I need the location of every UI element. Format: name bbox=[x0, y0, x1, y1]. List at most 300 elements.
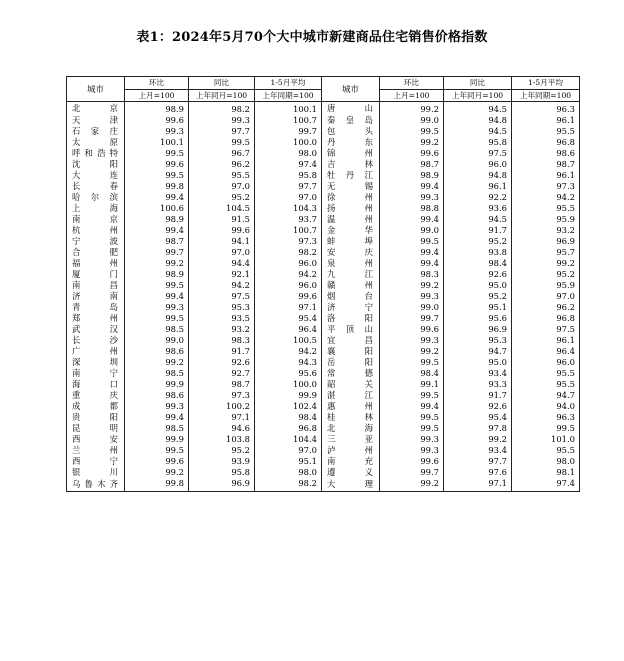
yoy-cell: 99.6 bbox=[189, 225, 255, 236]
yoy-cell: 91.5 bbox=[189, 214, 255, 225]
ytd-cell: 102.4 bbox=[255, 401, 322, 412]
header-yoy: 同比 bbox=[189, 77, 255, 90]
ytd-cell: 97.4 bbox=[255, 159, 322, 170]
table-row bbox=[67, 434, 580, 445]
yoy-cell: 95.0 bbox=[444, 280, 512, 291]
ytd-cell: 100.5 bbox=[255, 335, 322, 346]
ytd-cell: 94.2 bbox=[255, 269, 322, 280]
mom-cell: 99.8 bbox=[125, 478, 189, 492]
yoy-cell: 100.2 bbox=[189, 401, 255, 412]
table-row bbox=[67, 192, 580, 203]
header-yoy-base: 上年同月=100 bbox=[444, 89, 512, 102]
ytd-cell: 99.9 bbox=[255, 390, 322, 401]
header-mom: 环比 bbox=[380, 77, 444, 90]
city-cell: 北 京 bbox=[67, 102, 125, 116]
ytd-cell: 93.2 bbox=[512, 225, 580, 236]
ytd-cell: 98.2 bbox=[255, 478, 322, 492]
yoy-cell: 97.0 bbox=[189, 181, 255, 192]
ytd-cell: 98.6 bbox=[512, 148, 580, 159]
yoy-cell: 96.9 bbox=[444, 324, 512, 335]
yoy-cell: 92.7 bbox=[189, 368, 255, 379]
table-row bbox=[67, 401, 580, 412]
mom-cell: 99.0 bbox=[380, 302, 444, 313]
table-row bbox=[67, 445, 580, 456]
ytd-cell: 99.7 bbox=[255, 126, 322, 137]
table-row bbox=[67, 357, 580, 368]
mom-cell: 99.3 bbox=[125, 401, 189, 412]
yoy-cell: 95.1 bbox=[444, 302, 512, 313]
yoy-cell: 94.6 bbox=[189, 423, 255, 434]
city-cell: 无 锡 bbox=[322, 181, 380, 192]
ytd-cell: 95.5 bbox=[512, 379, 580, 390]
mom-cell: 99.6 bbox=[125, 456, 189, 467]
yoy-cell: 94.4 bbox=[189, 258, 255, 269]
table-row bbox=[67, 159, 580, 170]
mom-cell: 99.1 bbox=[380, 379, 444, 390]
mom-cell: 98.7 bbox=[125, 236, 189, 247]
city-cell: 南 京 bbox=[67, 214, 125, 225]
mom-cell: 99.6 bbox=[380, 456, 444, 467]
ytd-cell: 96.9 bbox=[512, 236, 580, 247]
ytd-cell: 96.1 bbox=[512, 115, 580, 126]
yoy-cell: 98.4 bbox=[444, 258, 512, 269]
table-row bbox=[67, 313, 580, 324]
mom-cell: 99.8 bbox=[125, 181, 189, 192]
ytd-cell: 99.5 bbox=[512, 423, 580, 434]
mom-cell: 99.5 bbox=[125, 313, 189, 324]
city-cell: 长 沙 bbox=[67, 335, 125, 346]
header-yoy-base: 上年同月=100 bbox=[189, 89, 255, 102]
city-cell: 银 川 bbox=[67, 467, 125, 478]
mom-cell: 99.5 bbox=[125, 445, 189, 456]
table-row bbox=[67, 126, 580, 137]
city-cell: 包 头 bbox=[322, 126, 380, 137]
city-cell: 武 汉 bbox=[67, 324, 125, 335]
ytd-cell: 96.4 bbox=[512, 346, 580, 357]
yoy-cell: 95.0 bbox=[444, 357, 512, 368]
city-cell: 天 津 bbox=[67, 115, 125, 126]
city-cell: 常 德 bbox=[322, 368, 380, 379]
mom-cell: 99.4 bbox=[125, 412, 189, 423]
mom-cell: 99.3 bbox=[125, 302, 189, 313]
ytd-cell: 99.2 bbox=[512, 258, 580, 269]
mom-cell: 99.2 bbox=[380, 137, 444, 148]
mom-cell: 98.8 bbox=[380, 203, 444, 214]
table-row bbox=[67, 115, 580, 126]
header-ytd: 1-5月平均 bbox=[512, 77, 580, 90]
city-cell: 惠 州 bbox=[322, 401, 380, 412]
city-cell: 广 州 bbox=[67, 346, 125, 357]
mom-cell: 99.9 bbox=[125, 379, 189, 390]
table-row bbox=[67, 137, 580, 148]
yoy-cell: 91.7 bbox=[189, 346, 255, 357]
city-cell: 太 原 bbox=[67, 137, 125, 148]
city-cell: 沈 阳 bbox=[67, 159, 125, 170]
mom-cell: 99.7 bbox=[380, 313, 444, 324]
mom-cell: 99.4 bbox=[125, 192, 189, 203]
ytd-cell: 94.2 bbox=[512, 192, 580, 203]
table-row bbox=[67, 203, 580, 214]
mom-cell: 99.2 bbox=[125, 258, 189, 269]
yoy-cell: 97.0 bbox=[189, 247, 255, 258]
mom-cell: 99.4 bbox=[380, 401, 444, 412]
ytd-cell: 94.7 bbox=[512, 390, 580, 401]
mom-cell: 98.9 bbox=[125, 214, 189, 225]
ytd-cell: 95.6 bbox=[255, 368, 322, 379]
ytd-cell: 96.2 bbox=[512, 302, 580, 313]
yoy-cell: 94.8 bbox=[444, 115, 512, 126]
yoy-cell: 92.6 bbox=[444, 269, 512, 280]
ytd-cell: 94.2 bbox=[255, 346, 322, 357]
mom-cell: 98.5 bbox=[125, 368, 189, 379]
city-cell: 锦 州 bbox=[322, 148, 380, 159]
table-row bbox=[67, 269, 580, 280]
table-row bbox=[67, 478, 580, 492]
ytd-cell: 96.1 bbox=[512, 170, 580, 181]
city-cell: 昆 明 bbox=[67, 423, 125, 434]
yoy-cell: 96.2 bbox=[189, 159, 255, 170]
mom-cell: 99.4 bbox=[380, 247, 444, 258]
mom-cell: 99.5 bbox=[380, 236, 444, 247]
yoy-cell: 95.2 bbox=[189, 192, 255, 203]
table-row bbox=[67, 102, 580, 116]
city-cell: 金 华 bbox=[322, 225, 380, 236]
city-cell: 扬 州 bbox=[322, 203, 380, 214]
city-cell: 岳 阳 bbox=[322, 357, 380, 368]
yoy-cell: 92.2 bbox=[444, 192, 512, 203]
ytd-cell: 97.0 bbox=[512, 291, 580, 302]
city-cell: 成 都 bbox=[67, 401, 125, 412]
city-cell: 唐 山 bbox=[322, 102, 380, 116]
yoy-cell: 97.3 bbox=[189, 390, 255, 401]
ytd-cell: 97.3 bbox=[255, 236, 322, 247]
city-cell: 济 宁 bbox=[322, 302, 380, 313]
yoy-cell: 93.2 bbox=[189, 324, 255, 335]
ytd-cell: 94.3 bbox=[255, 357, 322, 368]
ytd-cell: 95.9 bbox=[512, 214, 580, 225]
yoy-cell: 96.7 bbox=[189, 148, 255, 159]
yoy-cell: 103.8 bbox=[189, 434, 255, 445]
city-cell: 青 岛 bbox=[67, 302, 125, 313]
city-cell: 济 南 bbox=[67, 291, 125, 302]
mom-cell: 99.5 bbox=[380, 423, 444, 434]
city-cell: 大 连 bbox=[67, 170, 125, 181]
yoy-cell: 95.5 bbox=[189, 170, 255, 181]
ytd-cell: 97.0 bbox=[255, 192, 322, 203]
ytd-cell: 95.7 bbox=[512, 247, 580, 258]
table-row bbox=[67, 247, 580, 258]
yoy-cell: 97.6 bbox=[444, 467, 512, 478]
city-cell: 北 海 bbox=[322, 423, 380, 434]
mom-cell: 98.9 bbox=[125, 269, 189, 280]
mom-cell: 99.2 bbox=[380, 102, 444, 116]
page-title: 表1：2024年5月70个大中城市新建商品住宅销售价格指数 bbox=[136, 30, 488, 45]
yoy-cell: 99.2 bbox=[444, 434, 512, 445]
yoy-cell: 98.2 bbox=[189, 102, 255, 116]
yoy-cell: 94.5 bbox=[444, 126, 512, 137]
mom-cell: 99.4 bbox=[380, 258, 444, 269]
mom-cell: 98.5 bbox=[125, 423, 189, 434]
city-cell: 泸 州 bbox=[322, 445, 380, 456]
yoy-cell: 97.8 bbox=[444, 423, 512, 434]
yoy-cell: 95.3 bbox=[444, 335, 512, 346]
city-cell: 杭 州 bbox=[67, 225, 125, 236]
mom-cell: 99.2 bbox=[380, 346, 444, 357]
yoy-cell: 95.2 bbox=[444, 291, 512, 302]
ytd-cell: 99.6 bbox=[255, 291, 322, 302]
yoy-cell: 97.1 bbox=[444, 478, 512, 492]
ytd-cell: 98.0 bbox=[255, 148, 322, 159]
ytd-cell: 95.5 bbox=[512, 203, 580, 214]
ytd-cell: 95.5 bbox=[512, 368, 580, 379]
city-cell: 西 宁 bbox=[67, 456, 125, 467]
yoy-cell: 96.1 bbox=[444, 181, 512, 192]
ytd-cell: 96.0 bbox=[255, 258, 322, 269]
ytd-cell: 96.8 bbox=[512, 137, 580, 148]
city-cell: 桂 林 bbox=[322, 412, 380, 423]
city-cell: 西 安 bbox=[67, 434, 125, 445]
table-row bbox=[67, 170, 580, 181]
table-header bbox=[67, 77, 580, 102]
city-cell: 合 肥 bbox=[67, 247, 125, 258]
ytd-cell: 96.8 bbox=[255, 423, 322, 434]
mom-cell: 98.6 bbox=[125, 346, 189, 357]
yoy-cell: 92.6 bbox=[444, 401, 512, 412]
header-city: 城市 bbox=[67, 77, 125, 102]
city-cell: 丹 东 bbox=[322, 137, 380, 148]
city-cell: 湛 江 bbox=[322, 390, 380, 401]
mom-cell: 99.7 bbox=[125, 247, 189, 258]
mom-cell: 99.2 bbox=[380, 280, 444, 291]
yoy-cell: 93.4 bbox=[444, 368, 512, 379]
ytd-cell: 100.7 bbox=[255, 225, 322, 236]
ytd-cell: 95.5 bbox=[512, 126, 580, 137]
yoy-cell: 95.2 bbox=[444, 236, 512, 247]
ytd-cell: 97.3 bbox=[512, 181, 580, 192]
city-cell: 遵 义 bbox=[322, 467, 380, 478]
yoy-cell: 91.7 bbox=[444, 225, 512, 236]
table-row bbox=[67, 423, 580, 434]
ytd-cell: 96.1 bbox=[512, 335, 580, 346]
city-cell: 烟 台 bbox=[322, 291, 380, 302]
mom-cell: 99.3 bbox=[380, 434, 444, 445]
yoy-cell: 95.8 bbox=[189, 467, 255, 478]
ytd-cell: 95.8 bbox=[255, 170, 322, 181]
mom-cell: 99.4 bbox=[125, 225, 189, 236]
mom-cell: 99.6 bbox=[380, 148, 444, 159]
ytd-cell: 100.0 bbox=[255, 137, 322, 148]
mom-cell: 99.2 bbox=[125, 357, 189, 368]
mom-cell: 98.9 bbox=[380, 170, 444, 181]
ytd-cell: 97.0 bbox=[255, 445, 322, 456]
mom-cell: 99.5 bbox=[125, 170, 189, 181]
city-cell: 上 海 bbox=[67, 203, 125, 214]
mom-cell: 99.0 bbox=[125, 335, 189, 346]
city-cell: 贵 阳 bbox=[67, 412, 125, 423]
ytd-cell: 95.4 bbox=[255, 313, 322, 324]
ytd-cell: 100.7 bbox=[255, 115, 322, 126]
mom-cell: 99.2 bbox=[380, 478, 444, 492]
city-cell: 秦皇岛 bbox=[322, 115, 380, 126]
table-row bbox=[67, 291, 580, 302]
yoy-cell: 97.1 bbox=[189, 412, 255, 423]
mom-cell: 99.3 bbox=[380, 192, 444, 203]
yoy-cell: 94.2 bbox=[189, 280, 255, 291]
yoy-cell: 93.6 bbox=[444, 203, 512, 214]
city-cell: 石家庄 bbox=[67, 126, 125, 137]
mom-cell: 99.3 bbox=[380, 335, 444, 346]
yoy-cell: 94.7 bbox=[444, 346, 512, 357]
city-cell: 深 圳 bbox=[67, 357, 125, 368]
yoy-cell: 97.7 bbox=[189, 126, 255, 137]
mom-cell: 99.2 bbox=[125, 467, 189, 478]
city-cell: 福 州 bbox=[67, 258, 125, 269]
ytd-cell: 97.1 bbox=[255, 302, 322, 313]
header-mom-base: 上月=100 bbox=[380, 89, 444, 102]
yoy-cell: 94.8 bbox=[444, 170, 512, 181]
mom-cell: 99.4 bbox=[125, 291, 189, 302]
ytd-cell: 98.0 bbox=[255, 467, 322, 478]
ytd-cell: 94.0 bbox=[512, 401, 580, 412]
mom-cell: 98.7 bbox=[380, 159, 444, 170]
ytd-cell: 96.0 bbox=[512, 357, 580, 368]
city-cell: 呼和浩特 bbox=[67, 148, 125, 159]
city-cell: 蚌 埠 bbox=[322, 236, 380, 247]
price-index-table bbox=[66, 76, 580, 492]
mom-cell: 99.7 bbox=[380, 467, 444, 478]
yoy-cell: 94.5 bbox=[444, 102, 512, 116]
mom-cell: 100.6 bbox=[125, 203, 189, 214]
city-cell: 南 充 bbox=[322, 456, 380, 467]
yoy-cell: 95.3 bbox=[189, 302, 255, 313]
yoy-cell: 97.7 bbox=[444, 456, 512, 467]
ytd-cell: 93.7 bbox=[255, 214, 322, 225]
yoy-cell: 93.4 bbox=[444, 445, 512, 456]
city-cell: 厦 门 bbox=[67, 269, 125, 280]
mom-cell: 99.4 bbox=[380, 181, 444, 192]
city-cell: 牡丹江 bbox=[322, 170, 380, 181]
table-row bbox=[67, 302, 580, 313]
mom-cell: 99.5 bbox=[380, 390, 444, 401]
yoy-cell: 96.0 bbox=[444, 159, 512, 170]
mom-cell: 99.5 bbox=[380, 357, 444, 368]
yoy-cell: 92.6 bbox=[189, 357, 255, 368]
city-cell: 洛 阳 bbox=[322, 313, 380, 324]
yoy-cell: 91.7 bbox=[444, 390, 512, 401]
city-cell: 长 春 bbox=[67, 181, 125, 192]
mom-cell: 99.3 bbox=[125, 126, 189, 137]
yoy-cell: 93.5 bbox=[189, 313, 255, 324]
city-cell: 南 宁 bbox=[67, 368, 125, 379]
mom-cell: 98.4 bbox=[380, 368, 444, 379]
city-cell: 徐 州 bbox=[322, 192, 380, 203]
mom-cell: 99.6 bbox=[125, 115, 189, 126]
city-cell: 大 理 bbox=[322, 478, 380, 492]
city-cell: 宜 昌 bbox=[322, 335, 380, 346]
table-row bbox=[67, 225, 580, 236]
mom-cell: 99.6 bbox=[380, 324, 444, 335]
table-row bbox=[67, 236, 580, 247]
ytd-cell: 100.0 bbox=[255, 379, 322, 390]
city-cell: 襄 阳 bbox=[322, 346, 380, 357]
mom-cell: 99.5 bbox=[125, 148, 189, 159]
ytd-cell: 97.7 bbox=[255, 181, 322, 192]
table-row bbox=[67, 390, 580, 401]
table-row bbox=[67, 456, 580, 467]
yoy-cell: 94.1 bbox=[189, 236, 255, 247]
city-cell: 九 江 bbox=[322, 269, 380, 280]
ytd-cell: 95.1 bbox=[255, 456, 322, 467]
yoy-cell: 96.9 bbox=[189, 478, 255, 492]
header-ytd: 1-5月平均 bbox=[255, 77, 322, 90]
header-mom-base: 上月=100 bbox=[125, 89, 189, 102]
table-row bbox=[67, 258, 580, 269]
table-row bbox=[67, 214, 580, 225]
table-row bbox=[67, 379, 580, 390]
mom-cell: 99.5 bbox=[125, 280, 189, 291]
mom-cell: 98.6 bbox=[125, 390, 189, 401]
city-cell: 海 口 bbox=[67, 379, 125, 390]
mom-cell: 99.5 bbox=[380, 412, 444, 423]
yoy-cell: 98.3 bbox=[189, 335, 255, 346]
yoy-cell: 93.3 bbox=[444, 379, 512, 390]
ytd-cell: 96.4 bbox=[255, 324, 322, 335]
mom-cell: 99.5 bbox=[380, 126, 444, 137]
ytd-cell: 97.4 bbox=[512, 478, 580, 492]
city-cell: 南 昌 bbox=[67, 280, 125, 291]
ytd-cell: 97.5 bbox=[512, 324, 580, 335]
mom-cell: 99.0 bbox=[380, 115, 444, 126]
ytd-cell: 98.7 bbox=[512, 159, 580, 170]
table-row bbox=[67, 467, 580, 478]
mom-cell: 98.3 bbox=[380, 269, 444, 280]
mom-cell: 99.4 bbox=[380, 214, 444, 225]
mom-cell: 100.1 bbox=[125, 137, 189, 148]
table-body bbox=[67, 102, 580, 492]
city-cell: 三 亚 bbox=[322, 434, 380, 445]
yoy-cell: 95.4 bbox=[444, 412, 512, 423]
city-cell: 哈尔滨 bbox=[67, 192, 125, 203]
city-cell: 乌鲁木齐 bbox=[67, 478, 125, 492]
mom-cell: 99.0 bbox=[380, 225, 444, 236]
yoy-cell: 104.5 bbox=[189, 203, 255, 214]
yoy-cell: 97.5 bbox=[444, 148, 512, 159]
city-cell: 吉 林 bbox=[322, 159, 380, 170]
yoy-cell: 95.8 bbox=[444, 137, 512, 148]
header-mom: 环比 bbox=[125, 77, 189, 90]
city-cell: 泉 州 bbox=[322, 258, 380, 269]
ytd-cell: 95.2 bbox=[512, 269, 580, 280]
table-row bbox=[67, 335, 580, 346]
header-yoy: 同比 bbox=[444, 77, 512, 90]
header-city: 城市 bbox=[322, 77, 380, 102]
city-cell: 韶 关 bbox=[322, 379, 380, 390]
city-cell: 温 州 bbox=[322, 214, 380, 225]
ytd-cell: 101.0 bbox=[512, 434, 580, 445]
table-row bbox=[67, 412, 580, 423]
mom-cell: 99.3 bbox=[380, 445, 444, 456]
yoy-cell: 93.9 bbox=[189, 456, 255, 467]
mom-cell: 99.3 bbox=[380, 291, 444, 302]
ytd-cell: 96.8 bbox=[512, 313, 580, 324]
ytd-cell: 98.1 bbox=[512, 467, 580, 478]
city-cell: 郑 州 bbox=[67, 313, 125, 324]
header-ytd-base: 上年同期=100 bbox=[255, 89, 322, 102]
ytd-cell: 95.5 bbox=[512, 445, 580, 456]
city-cell: 平顶山 bbox=[322, 324, 380, 335]
city-cell: 安 庆 bbox=[322, 247, 380, 258]
ytd-cell: 98.4 bbox=[255, 412, 322, 423]
